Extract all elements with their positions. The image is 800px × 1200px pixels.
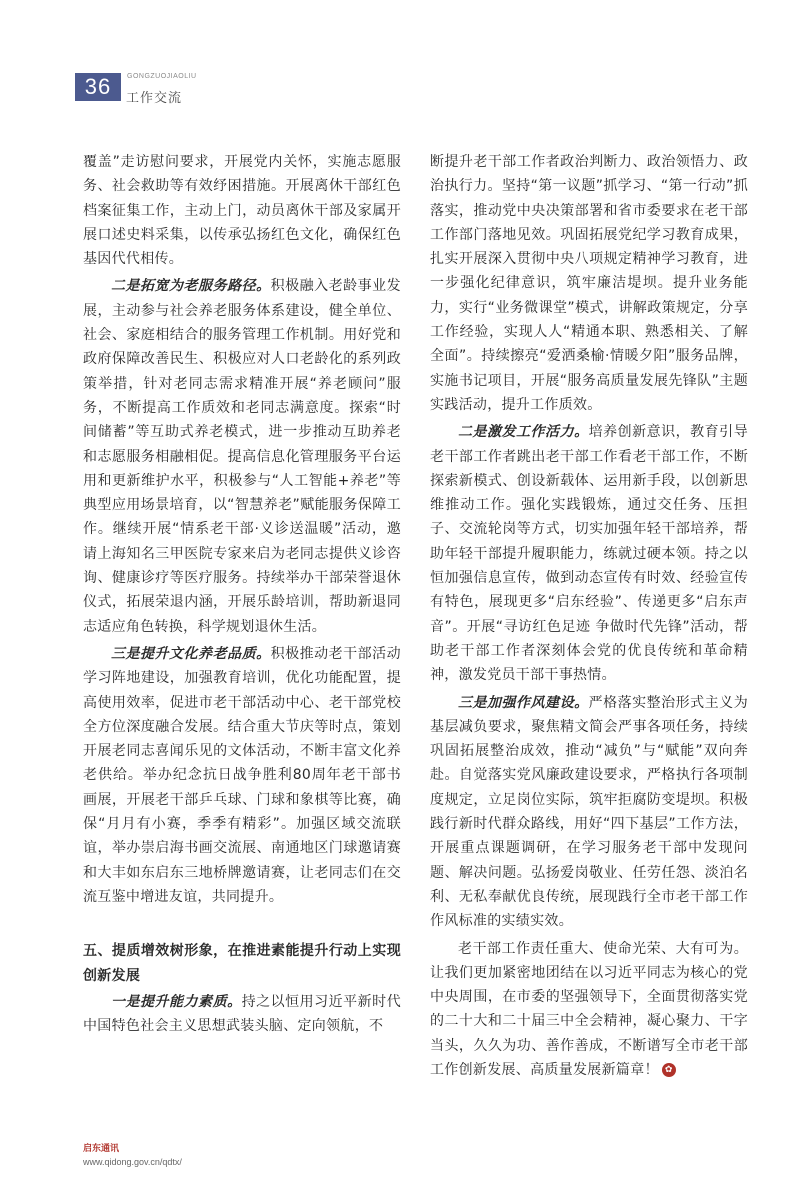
paragraph-keyword: 三是加强作风建设。 bbox=[458, 694, 589, 711]
publication-name: 启东通讯 bbox=[83, 1144, 120, 1154]
page-footer bbox=[83, 1143, 182, 1168]
paragraph bbox=[430, 691, 748, 934]
paragraph-body: 老干部工作责任重大、使命光荣、大有可为。让我们更加紧密地团结在以习近平同志为核心的党中央周围，在市委的坚强领导下，全面贯彻落实党的二十大和二十届三中全会精神，凝心聚力、干字当头，久久为功、善作善成，不断谱写全市老干部工作创新发展、高质量发展新篇章！ bbox=[430, 940, 748, 1078]
page-header bbox=[0, 0, 800, 110]
paragraph bbox=[83, 642, 401, 909]
paragraph: 断提升老干部工作者政治判断力、政治领悟力、政治执行力。坚持“第一议题”抓学习、“第一行动”抓落实，推动党中央决策部署和省市委要求在老干部工作部门落地见效。巩固拓展党纪学习教育成果，扎实开展深入贯彻中央八项规定精神学习教育，进一步强化纪律意识，筑牢廉洁堤坝。提升业务能力，实行“业务微课堂”模式，讲解政策规定，分享工作经验，实现人人“精通本职、熟悉相关、了解全面”。持续擦亮“爱洒桑榆·情暖夕阳”服务品牌，实施书记项目，开展“服务高质量发展先锋队”主题实践活动，提升工作质效。 bbox=[430, 154, 748, 413]
paragraph-keyword: 二是拓宽为老服务路径。 bbox=[111, 278, 271, 295]
paragraph-body: 严格落实整治形式主义为基层减负要求，聚焦精文简会严事各项任务，持续巩固拓展整治成效，推动“减负”与“赋能”双向奔赴。自觉落实党风廉政建设要求，严格执行各项制度规定，立足岗位实际，筑牢拒腐防变堤坝。积极践行新时代群众路线，用好“四下基层”工作方法，开展重点课题调研，在学习服务老干部中发现问题、解决问题。弘扬爱岗敬业、任劳任怨、淡泊名利、无私奉献优良传统，展现践行全市老干部工作作风标准的实绩实效。 bbox=[430, 694, 748, 930]
page-number: 36 bbox=[75, 73, 121, 101]
section-heading: 五、提质增效树形象，在推进素能提升行动上实现创新发展 bbox=[83, 943, 401, 984]
paragraph-keyword: 三是提升文化养老品质。 bbox=[111, 645, 271, 662]
paragraph bbox=[430, 937, 748, 1083]
right-column bbox=[430, 150, 748, 1085]
paragraph-keyword: 一是提升能力素质。 bbox=[111, 993, 242, 1010]
paragraph bbox=[430, 420, 748, 687]
left-column bbox=[83, 150, 401, 1041]
paragraph-body: 积极融入老龄事业发展，主动参与社会养老服务体系建设，健全单位、社会、家庭相结合的服务管理工作机制。用好党和政府保障改善民生、积极应对人口老龄化的系列政策举措，针对老同志需求精准开展“养老顾问”服务，不断提高工作质效和老同志满意度。探索“时间储蓄”等互助式养老模式，进一步推动互助养老和志愿服务相融相促。提高信息化管理服务平台运用和更新维护水平，积极参与“人工智能+养老”等典型应用场景培育，以“智慧养老”赋能服务保障工作。继续开展“情系老干部·义诊送温暖”活动，邀请上海知名三甲医院专家来启为老同志提供义诊咨询、健康诊疗等医疗服务。持续举办干部荣誉退休仪式，拓展荣退内涵，开展乐龄培训，帮助新退同志适应角色转换，科学规划退休生活。 bbox=[83, 278, 401, 635]
end-mark-icon: ✿ bbox=[662, 1063, 676, 1077]
paragraph-keyword: 二是激发工作活力。 bbox=[458, 424, 589, 441]
section-title: 工作交流 bbox=[126, 91, 183, 106]
section-pinyin: GONGZUOJIAOLIU bbox=[127, 73, 197, 80]
paragraph bbox=[83, 274, 401, 638]
paragraph: 覆盖”走访慰问要求，开展党内关怀，实施志愿服务、社会救助等有效纾困措施。开展离休干部红色档案征集工作，主动上门，动员离休干部及家属开展口述史料采集，以传承弘扬红色文化，确保红色基因代代相传。 bbox=[83, 154, 401, 268]
publication-url: www.qidong.gov.cn/qdtx/ bbox=[83, 1157, 182, 1167]
paragraph-body: 持之以恒用习近平新时代中国特色社会主义思想武装头脑、定向领航，不 bbox=[83, 993, 401, 1035]
paragraph bbox=[83, 990, 401, 1039]
paragraph-body: 积极推动老干部活动学习阵地建设，加强教育培训，优化功能配置，提高使用效率，促进市老干部活动中心、老干部党校全方位深度融合发展。结合重大节庆等时点，策划开展老同志喜闻乐见的文体活动，不断丰富文化养老供给。举办纪念抗日战争胜利80周年老干部书画展，开展老干部乒乓球、门球和象棋等比赛，确保“月月有小赛，季季有精彩”。加强区域交流联谊，举办崇启海书画交流展、南通地区门球邀请赛和大丰如东启东三地桥牌邀请赛，让老同志们在交流互鉴中增进友谊，共同提升。 bbox=[83, 645, 401, 905]
paragraph-body: 培养创新意识，教育引导老干部工作者跳出老干部工作看老干部工作，不断探索新模式、创设新载体、运用新手段，以创新思维推动工作。强化实践锻炼，通过交任务、压担子、交流轮岗等方式，切实加强年轻干部培养，帮助年轻干部提升履职能力，练就过硬本领。持之以恒加强信息宣传，做到动态宣传有时效、经验宣传有特色，展现更多“启东经验”、传递更多“启东声音”。开展“寻访红色足迹 争做时代先锋”活动，帮助老干部工作者深刻体会党的优良传统和革命精神，激发党员干部干事热情。 bbox=[430, 424, 748, 684]
